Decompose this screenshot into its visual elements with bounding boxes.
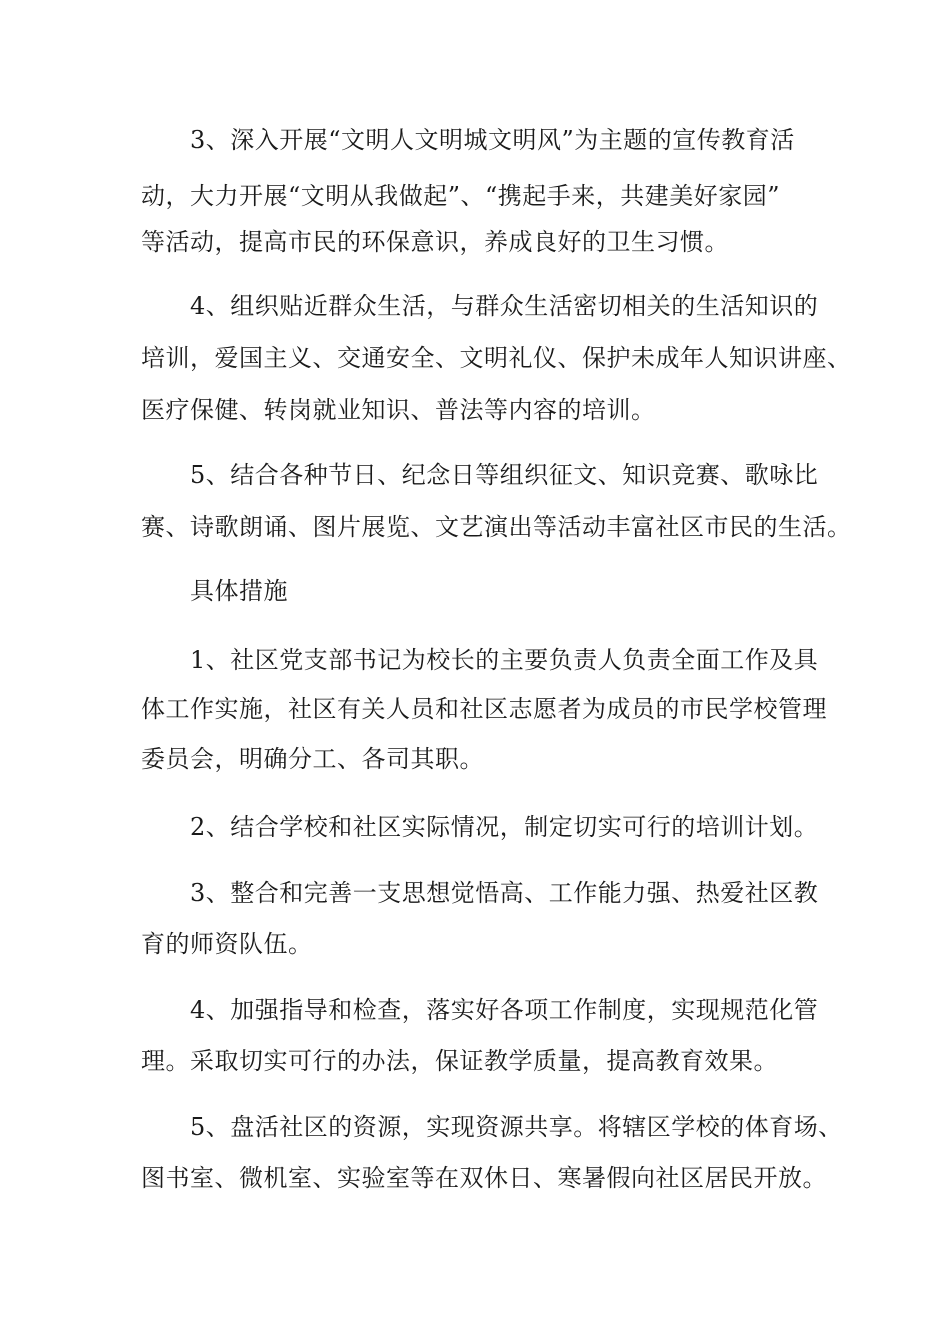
section-heading: 具体措施	[190, 577, 288, 605]
paragraph-line: 3、深入开展“文明人文明城文明风”为主题的宣传教育活	[190, 126, 795, 154]
paragraph-line: 等活动，提高市民的环保意识，养成良好的卫生习惯。	[141, 228, 729, 256]
paragraph-line: 4、组织贴近群众生活，与群众生活密切相关的生活知识的	[190, 292, 819, 320]
paragraph-line: 图书室、微机室、实验室等在双休日、寒暑假向社区居民开放。	[141, 1164, 827, 1192]
paragraph-line: 赛、诗歌朗诵、图片展览、文艺演出等活动丰富社区市民的生活。	[141, 513, 852, 541]
paragraph-line: 5、盘活社区的资源，实现资源共享。将辖区学校的体育场、	[190, 1113, 843, 1141]
paragraph-line: 理。采取切实可行的办法，保证教学质量，提高教育效果。	[141, 1047, 778, 1075]
paragraph-line: 动，大力开展“文明从我做起”、“携起手来，共建美好家园”	[141, 182, 781, 210]
paragraph-line: 培训，爱国主义、交通安全、文明礼仪、保护未成年人知识讲座、	[141, 344, 852, 372]
paragraph-line: 医疗保健、转岗就业知识、普法等内容的培训。	[141, 396, 656, 424]
paragraph-line: 委员会，明确分工、各司其职。	[141, 745, 484, 773]
paragraph-line: 2、结合学校和社区实际情况，制定切实可行的培训计划。	[190, 813, 819, 841]
paragraph-line: 育的师资队伍。	[141, 930, 313, 958]
paragraph-line: 4、加强指导和检查，落实好各项工作制度，实现规范化管	[190, 996, 819, 1024]
paragraph-line: 5、结合各种节日、纪念日等组织征文、知识竞赛、歌咏比	[190, 461, 819, 489]
paragraph-line: 3、整合和完善一支思想觉悟高、工作能力强、热爱社区教	[190, 879, 819, 907]
paragraph-line: 1、社区党支部书记为校长的主要负责人负责全面工作及具	[190, 646, 819, 674]
paragraph-line: 体工作实施，社区有关人员和社区志愿者为成员的市民学校管理	[141, 695, 827, 723]
